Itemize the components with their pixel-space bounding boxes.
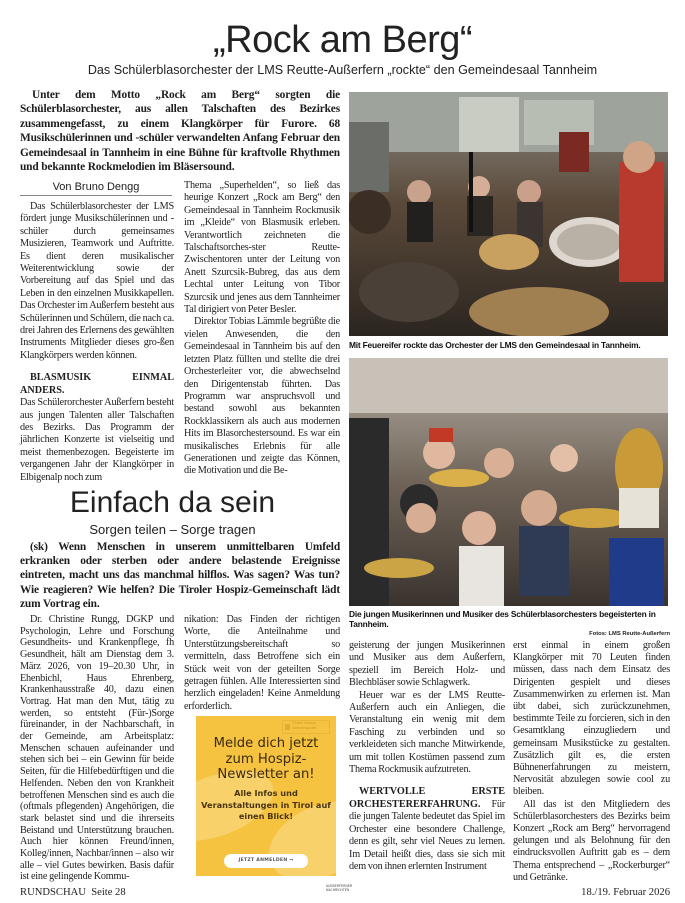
subheading: WERTVOLLE ERSTE ORCHESTERERFAHRUNG. bbox=[349, 786, 505, 810]
article-column-3 bbox=[349, 640, 505, 873]
article-2-subtitle: Sorgen teilen – Sorge tragen bbox=[89, 522, 256, 537]
orchestra-photo-2 bbox=[349, 358, 668, 606]
footer-date: 18./19. Februar 2026 bbox=[581, 887, 670, 898]
paragraph bbox=[20, 372, 174, 397]
article-2-column-1 bbox=[20, 614, 174, 883]
ad-subtext: Alle Infos und Veranstaltungen in Tirol auf einen Blick! bbox=[201, 788, 331, 821]
orchestra-photo-1-image bbox=[349, 92, 668, 336]
article-column-2 bbox=[184, 180, 340, 478]
article-2-lead: (sk) Wenn Menschen in unserem unmittelbaren Umfeld erkranken oder sterben oder andere belastende Ereignisse eintreten, macht uns das manchmal hilflos. Was sagen? Was tun? Wie reagieren? Wie helfen? Die Tiroler Hospiz-Gemeinschaft lädt zum Vortrag ein. bbox=[20, 541, 340, 610]
orchestra-photo-1 bbox=[349, 92, 668, 336]
paragraph: Dr. Christine Rungg, DGKP und Psychologin, Lehre und Forschung Gesundheits- und Krankenpflege, fh Gesundheit, hält am Dienstag dem 3. März 2026, von 19–20.30 Uhr, in Ehenbichl, Haus Ehrenberg, Krankenhausstraße 40, dazu einen Vortrag. Hat man den Mut, tätig zu werden, so entsteht (Für-)Sorge füreinander, in der Nachbarschaft, in der Gemeinde, am Arbeitsplatz: Menschen schauen aufeinander und stehen sich bei – ein Gewinn für beide Seiten, für die Hilfebedürftigen und die Helfenden. Neben den von Krankheit betroffenen Menschen sind es auch die (oftmals pflegenden) Angehörigen, die stark belastet sind und die ihrerseits Beistand und Unterstützung brauchen. Auch hier können Freund/innen, Kolleg/innen, Nachbar/innen – also wir alle – viel Gutes bewirken. Basis dafür ist eine gelingende Kommu- bbox=[20, 614, 174, 883]
article-title: „Rock am Berg“ bbox=[212, 19, 473, 61]
article-column-4 bbox=[513, 640, 670, 884]
article-lead: Unter dem Motto „Rock am Berg“ sorgten die Schülerblasorchester, aus allen Talschaften des Bezirkes zusammengefasst, zu einem Klangkörper für Furore. 68 Musikschülerinnen und -schüler verwandelten Anfang Februar den Gemeindesaal in Tannheim in eine Bühne für kraftvolle Rhythmen und bekannte Rockmelodien im Bläsersound. bbox=[20, 89, 340, 174]
photo-1-caption: Mit Feuereifer rockte das Orchester der LMS den Gemeindesaal in Tannheim. bbox=[349, 340, 641, 350]
paragraph: geisterung der jungen Musikerinnen und Musiker aus dem Außerfern, speziell im Bereich Holz- und Blechbläser sowie Schlagwerk. bbox=[349, 640, 505, 689]
article-column-1 bbox=[20, 201, 174, 484]
article-2-title: Einfach da sein bbox=[69, 486, 276, 519]
paragraph: erst einmal in einem großen Klangkörper mit 70 Leuten finden müssen, dass nach dem Einsatz des Dirigenten gespielt und dieses Zusammenwirken zu erlernen ist. Man übt dabei, sich zurückzunehmen, bestimmte Teile zu forcieren, sich in den Gesamtklang einzugliedern und gemeinsam Musikstücke zu gestalten. Zusätzlich gilt es, die ersten Bühnenerfahrungen zu meistern, Nervosität abzulegen sowie cool zu bleiben. bbox=[513, 640, 670, 798]
article-2-column-2 bbox=[184, 614, 340, 713]
orchestra-photo-2-image bbox=[349, 358, 668, 606]
article-subtitle: Das Schülerblasorchester der LMS Reutte-Außerfern „rockte“ den Gemeindesaal Tannheim bbox=[87, 63, 598, 77]
paragraph: Direktor Tobias Lämmle begrüßte die vielen Anwesenden, die den Gemeindesaal in Tannheim bis auf den letzten Platz füllten und stellte die drei Orchesterleiter vor, die abwechselnd den Dirigentenstab führten. Das Programm war anspruchsvoll und bestand sowohl aus bekannten Rockklassikern als auch aus modernen Hits im Blasorchestersound. Es war ein musikalisches Erlebnis für alle Generationen und zeigte das Können, die Motivation und die Be- bbox=[184, 316, 340, 477]
ad-headline: Melde dich jetzt zum Hospiz-Newsletter an! bbox=[213, 736, 319, 782]
subheading: BLASMUSIK EINMAL ANDERS. bbox=[20, 372, 174, 396]
paragraph bbox=[349, 786, 505, 873]
hospiz-logo: Tiroler Hospiz Gemeinschaft bbox=[282, 720, 330, 734]
footer-page-label: RUNDSCHAU Seite 28 bbox=[20, 887, 126, 898]
photo-credit: Fotos: LMS Reutte-Außerfern bbox=[589, 631, 670, 637]
publisher-logo: AUSSERFERNER NACHRICHTEN bbox=[326, 884, 353, 892]
ad-signup-button[interactable]: JETZT ANMELDEN → bbox=[224, 854, 308, 868]
paragraph: All das ist den Mitgliedern des Schülerblasorchesters des Bezirks beim Konzert „Rock am Berg“ hervorragend gelungen und als Belohnung für den eindrucksvollen Auftritt gab es – dem Thema entsprechend – „Rockerburger“ und Getränke. bbox=[513, 798, 670, 883]
paragraph: Heuer war es der LMS Reutte-Außerfern auch ein Anliegen, die Veranstaltung ein wenig mit dem Fasching zu verbinden und so verkleideten sich manche Mitwirkende, um mit tollen Kostümen passend zum Thema Rockmusik aufzutreten. bbox=[349, 689, 505, 776]
byline: Von Bruno Dengg bbox=[20, 181, 172, 196]
paragraph: nikation: Das Finden der richtigen Worte, die Anteilnahme und Unterstützungsbereitschaft so vermitteln, dass Betroffene sich ein Stück weit von der geteilten Sorge getragen fühlen. Alle Interessierten sind herzlich eingeladen! Keine Anmeldung erforderlich. bbox=[184, 614, 340, 712]
paragraph-text: Für die jungen Talente bedeutet das Spiel im Orchester eine besondere Challenge, denn es gilt, sehr viel Neues zu lernen. Im Detail heißt dies, dass sie sich mit dem von ihnen erlernten Instrument bbox=[349, 798, 505, 872]
paragraph: Das Schülerorchester Außerfern besteht aus jungen Talenten aller Talschaften des Bezirks. Das Programm der jährlichen Konzerte ist vielseitig und meist themenbezogen. Begeisterte im vergangenen Jahr der Klangkörper in Elbigenalp noch zum bbox=[20, 397, 174, 483]
photo-2-caption: Die jungen Musikerinnen und Musiker des Schülerblasorchesters begeisterten in Tannheim. bbox=[349, 609, 656, 629]
hospiz-newsletter-ad[interactable] bbox=[196, 716, 336, 876]
paragraph: Thema „Superhelden“, so ließ das heurige Konzert „Rock am Berg“ den Gemeindesaal in Tannheim Rockmusik im „Kleide“ von Blasmusik erleben. Verantwortlich zeichneten die Talschaftsorches-ster Reutte-Zwischentoren unter der Leitung von Anett Szurcsik-Bubreg, das aus dem Lechtal unter Leitung von Tibor Szurcsik und jenes aus dem Tannheimer Tal dirigiert von Peter Besler. bbox=[184, 180, 340, 316]
paragraph: Das Schülerblasorchester der LMS fördert junge Musikschülerinnen und -schüler durch gemeinsames Musizieren, Teamwork und Auftritte. Es dient deren musikalischer Weiterentwicklung sowie der Vorbereitung auf das Spiel und das Leben in den einzelnen Musikkapellen. Das Orchester im Außerfern besteht aus Schülerinnen und Schülern, die nach ca. drei Jahren des Erlernens des gewählten Instruments Mitglieder dieses gro-ßen Klangkörpers werden können. bbox=[20, 201, 174, 361]
